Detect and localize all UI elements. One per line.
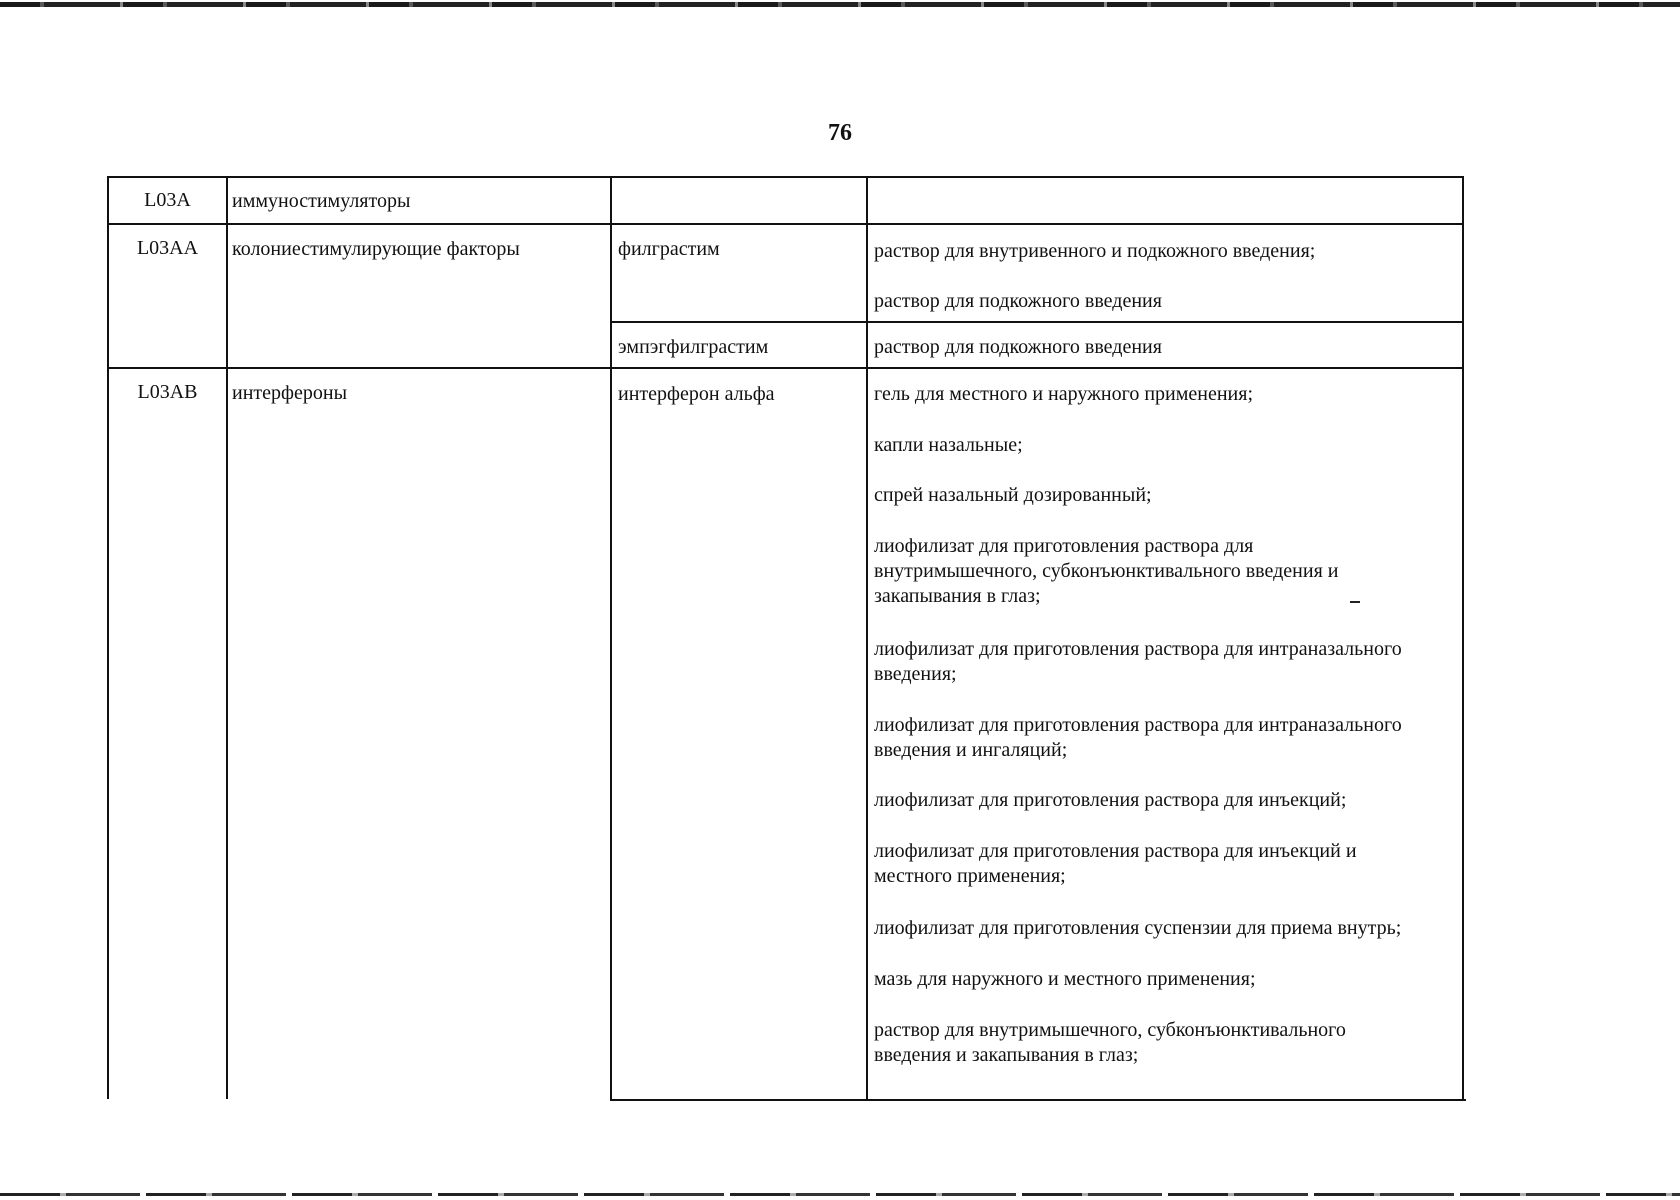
dosage-form: лиофилизат для приготовления раствора для интраназального введения и ингаляций; — [874, 714, 1402, 761]
dosage-form: лиофилизат для приготовления раствора для внутримышечного, субконъюнктивального введения и закапывания в глаз; — [874, 535, 1339, 607]
page-number: 76 — [828, 120, 852, 146]
dosage-form: лиофилизат для приготовления раствора для инъекций и местного применения; — [874, 840, 1357, 887]
scan-edge-bottom — [0, 1193, 1680, 1196]
dosage-form: раствор для подкожного введения — [874, 336, 1162, 358]
dosage-form: раствор для внутривенного и подкожного введения; — [874, 240, 1316, 262]
scan-edge-top — [0, 2, 1680, 7]
table-top-border — [107, 176, 1464, 178]
dosage-form: гель для местного и наружного применения; — [874, 383, 1253, 405]
column-border — [226, 176, 228, 1099]
dosage-form: лиофилизат для приготовления раствора для интраназального введения; — [874, 638, 1402, 685]
atc-group: иммуностимуляторы — [232, 190, 411, 212]
atc-group: колониестимулирующие факторы — [232, 238, 520, 260]
dosage-form: раствор для подкожного введения — [874, 290, 1162, 312]
substance-divider — [612, 321, 1464, 323]
dosage-form: лиофилизат для приготовления суспензии для приема внутрь; — [874, 917, 1402, 939]
atc-code: L03A — [144, 189, 191, 211]
substance-name: эмпэгфилграстим — [618, 336, 769, 358]
substance-name: интерферон альфа — [618, 383, 775, 405]
table-bottom-border — [612, 1099, 1466, 1101]
column-border — [866, 176, 868, 1101]
dosage-form: спрей назальный дозированный; — [874, 484, 1152, 506]
atc-group: интерфероны — [232, 382, 347, 404]
dosage-form: капли назальные; — [874, 434, 1023, 456]
dosage-form: лиофилизат для приготовления раствора для инъекций; — [874, 789, 1347, 811]
atc-code: L03AA — [136, 237, 199, 259]
stray-mark — [1350, 601, 1360, 603]
substance-name: филграстим — [618, 238, 720, 260]
column-border — [107, 176, 109, 1099]
row-divider — [107, 223, 1464, 225]
dosage-form: мазь для наружного и местного применения; — [874, 968, 1256, 990]
row-divider — [107, 367, 1464, 369]
column-border — [610, 176, 612, 1101]
atc-code: L03AB — [137, 381, 198, 403]
dosage-form: раствор для внутримышечного, субконъюнктивального введения и закапывания в глаз; — [874, 1019, 1346, 1066]
